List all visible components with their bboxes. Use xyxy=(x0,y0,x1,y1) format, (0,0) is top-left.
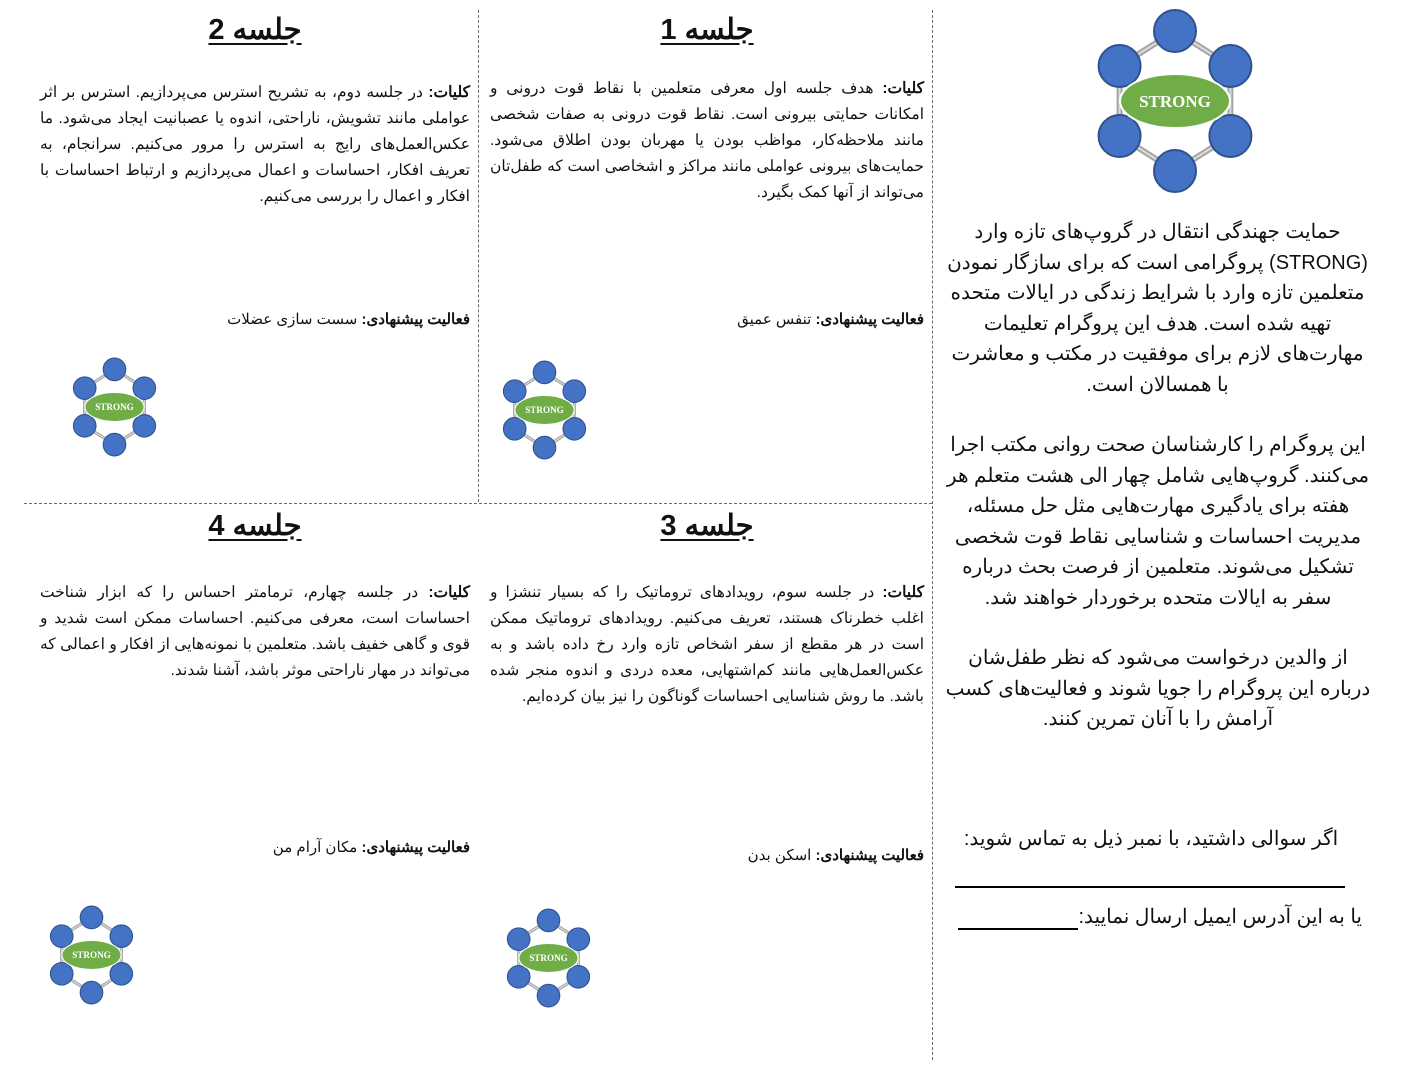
logo-circle xyxy=(50,925,73,948)
session-3-activity xyxy=(490,846,924,864)
session-3-activity-text: اسکن بدن xyxy=(747,847,816,864)
logo-circle xyxy=(110,925,133,948)
logo-text: STRONG xyxy=(95,402,134,413)
logo-circle xyxy=(80,981,103,1004)
logo-circle xyxy=(1099,45,1141,87)
session-3-overview xyxy=(490,580,924,710)
session-2-activity xyxy=(40,310,470,328)
logo-circle xyxy=(1209,45,1251,87)
session-4-overview-label: کلیات: xyxy=(428,584,470,601)
logo-circle xyxy=(103,433,126,456)
strong-logo-main xyxy=(1090,8,1260,194)
session-2-overview xyxy=(40,80,470,210)
session-2-activity-label: فعالیت پیشنهادی: xyxy=(361,311,470,328)
logo-circle xyxy=(563,418,586,441)
session-1-activity-label: فعالیت پیشنهادی: xyxy=(815,311,924,328)
intro-paragraph: حمایت جهندگی انتقال در گروپ‌های تازه وارد (STRONG) پروگرامی است که برای سازگار نمودن متعلمین تازه وارد با شرایط زندگی در ایالات متحده تهیه شده است. هدف این پروگرام تعلیمات مهارت‌های لازم برای موفقیت در مکتب و معاشرت با همسالان است. xyxy=(947,221,1368,396)
email-line-text: یا به این آدرس ایمیل ارسال نمایید: xyxy=(1078,906,1362,928)
logo-circle xyxy=(533,436,556,459)
fold-line-horizontal xyxy=(24,503,932,504)
logo-circle xyxy=(73,415,96,438)
session-1-title: جلسه 1 xyxy=(660,14,754,46)
logo-circle xyxy=(133,377,156,400)
logo-circle xyxy=(563,380,586,403)
fold-line-vertical-middle xyxy=(478,10,479,502)
logo-circle xyxy=(503,380,526,403)
logo-text: STRONG xyxy=(1139,92,1211,111)
logo-circle xyxy=(537,909,560,932)
session-4-overview xyxy=(40,580,470,684)
logo-circle xyxy=(533,361,556,384)
logo-circle xyxy=(50,963,73,986)
program-description-paragraph: این پروگرام را کارشناسان صحت روانی مکتب اجرا می‌کنند. گروپ‌هایی شامل چهار الی هشت متعلم هر هفته برای یادگیری مهارت‌هایی مثل حل مسئله، مدیریت احساسات و شناسایی نقاط قوت شخصی تشکیل می‌شوند. متعلمین از فرصت بحث درباره سفر به ایالات متحده برخوردار خواهند شد. xyxy=(946,434,1370,609)
session-2-overview-text: در جلسه دوم، به تشریح استرس می‌پردازیم. استرس بر اثر عواملی مانند تشویش، ناراحتی، اندوه یا عصبانیت ایجاد می‌شود. ما عکس‌العمل‌های رایج به استرس را مرور می‌کنیم. سرانجام، به تعریف افکار، احساسات و اعمال می‌پردازیم و ارتباط احساسات با افکار و اعمال را بررسی می‌کنیم. xyxy=(40,84,470,205)
session-2-title: جلسه 2 xyxy=(208,14,302,46)
session-1-activity xyxy=(490,310,924,328)
logo-circle xyxy=(110,963,133,986)
session-4-activity xyxy=(40,838,470,856)
session-3-title: جلسه 3 xyxy=(660,510,754,542)
logo-circle xyxy=(567,966,590,989)
logo-text: STRONG xyxy=(72,950,111,961)
logo-circle xyxy=(537,984,560,1007)
logo-text: STRONG xyxy=(525,405,564,416)
logo-circle xyxy=(1154,150,1196,192)
logo-circle xyxy=(103,358,126,381)
session-3-activity-label: فعالیت پیشنهادی: xyxy=(815,847,924,864)
session-2-activity-text: سست سازی عضلات xyxy=(227,311,362,328)
session-1-overview xyxy=(490,76,924,206)
phone-blank-line xyxy=(955,886,1345,888)
session-1-activity-text: تنفس عمیق xyxy=(737,311,816,328)
session-1-overview-label: کلیات: xyxy=(882,80,924,97)
logo-circle xyxy=(567,928,590,951)
session-4-activity-text: مکان آرام من xyxy=(272,839,362,856)
strong-logo-session-4 xyxy=(44,905,139,1005)
session-4-activity-label: فعالیت پیشنهادی: xyxy=(361,839,470,856)
strong-logo-session-1 xyxy=(497,360,592,460)
session-4-overview-text: در جلسه چهارم، ترمامتر احساس را که ابزار شناخت احساسات است، معرفی می‌کنیم. احساسات ممکن است شدید و قوی و گاهی خفیف باشد. متعلمین با نمونه‌هایی از افکار و اعمالی که می‌تواند در مهار ناراحتی موثر باشد، آشنا شدند. xyxy=(40,584,470,679)
session-2-overview-label: کلیات: xyxy=(428,84,470,101)
session-4-title: جلسه 4 xyxy=(208,510,302,542)
session-1-overview-text: هدف جلسه اول معرفی متعلمین با نقاط قوت درونی و امکانات حمایتی بیرونی است. نقاط قوت درونی به صفات شخصی مانند ملاحظه‌کار، مواظب بودن یا مهربان بودن اطلاق می‌شود. حمایت‌های بیرونی عواملی مانند مراکز و اشخاصی است که طفل‌تان می‌تواند از آنها کمک بگیرد. xyxy=(490,80,924,201)
logo-circle xyxy=(507,928,530,951)
contact-question: اگر سوالی داشتید، با نمبر ذیل به تماس شوید: xyxy=(963,828,1339,850)
session-3-overview-label: کلیات: xyxy=(882,584,924,601)
fold-line-vertical-right xyxy=(932,10,933,1060)
logo-circle xyxy=(503,418,526,441)
email-blank-line xyxy=(958,928,1078,930)
logo-circle xyxy=(1154,10,1196,52)
logo-circle xyxy=(1099,115,1141,157)
strong-logo-session-2 xyxy=(67,357,162,457)
logo-circle xyxy=(73,377,96,400)
logo-circle xyxy=(1209,115,1251,157)
parents-request-paragraph: از والدین درخواست می‌شود که نظر طفل‌شان درباره این پروگرام را جویا شوند و فعالیت‌های کسب آرامش را با آنان تمرین کنند. xyxy=(945,647,1371,730)
logo-circle xyxy=(133,415,156,438)
logo-text: STRONG xyxy=(529,953,568,964)
logo-circle xyxy=(80,906,103,929)
logo-circle xyxy=(507,966,530,989)
session-3-overview-text: در جلسه سوم، رویدادهای تروماتیک را که بسیار تنشزا و اغلب خطرناک هستند، تعریف می‌کنیم. رویدادهای تروماتیک ممکن است در هر مقطع از سفر اشخاص تازه وارد رخ داده باشد و به عکس‌العمل‌هایی مانند کم‌اشتهایی، معده دردی و اندوه منجر شده باشد. ما روش شناسایی احساسات گوناگون را نیز بیان کرده‌ایم. xyxy=(490,584,924,705)
strong-logo-session-3 xyxy=(501,908,596,1008)
